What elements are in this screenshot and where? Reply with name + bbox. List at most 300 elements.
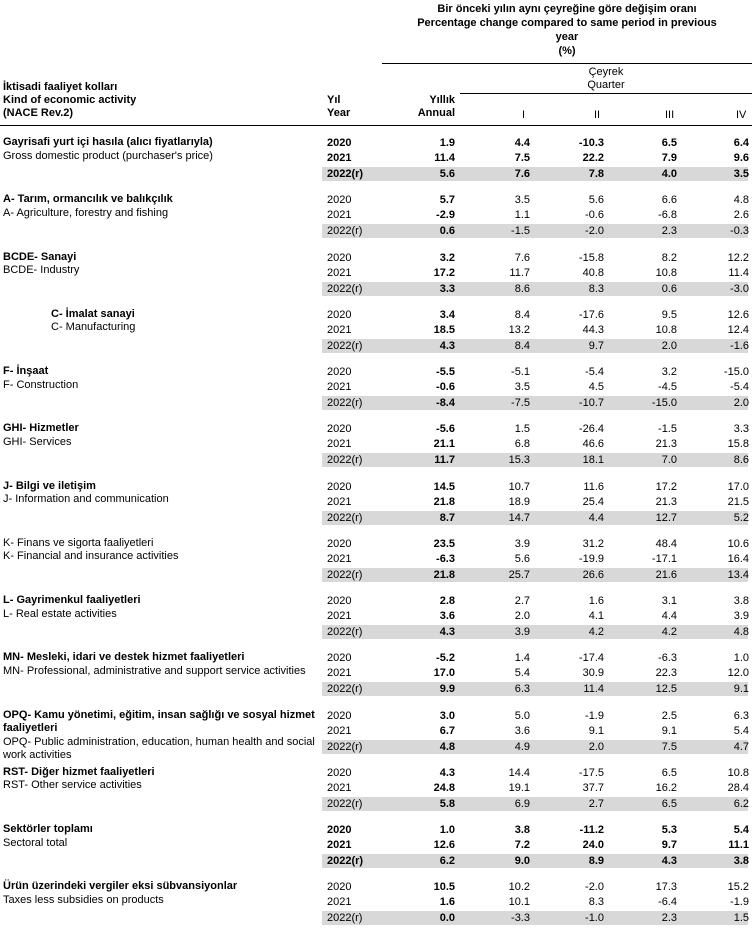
quarter-value-2: -2.0 — [585, 881, 604, 894]
year-cell: 2021 — [327, 724, 352, 737]
annual-value: 3.3 — [439, 282, 455, 295]
quarter-value-1: 3.6 — [514, 724, 530, 737]
quarter-value-3: 4.4 — [661, 610, 677, 622]
annual-value: -5.6 — [436, 423, 455, 436]
quarter-value-1: 3.5 — [514, 381, 530, 393]
quarter-value-2: 4.2 — [588, 626, 604, 638]
year-header-en: Year — [327, 107, 351, 119]
activity-name-en: Sectoral total — [3, 836, 68, 849]
quarter-value-4: 16.4 — [727, 552, 749, 565]
quarter-value-1: 9.0 — [514, 855, 530, 867]
year-cell: 2020 — [327, 652, 352, 665]
quarter-value-2: 8.9 — [588, 855, 604, 867]
table-row — [0, 339, 752, 353]
table-row — [0, 511, 752, 525]
annual-value: -0.6 — [436, 381, 455, 393]
quarter-value-3: 5.3 — [661, 824, 677, 836]
year-cell: 2022(r) — [327, 225, 363, 238]
annual-value: 3.6 — [439, 610, 455, 622]
activity-name-en: GHI- Services — [3, 435, 72, 448]
activity-name-en: MN- Professional, administrative and support service activities — [3, 664, 306, 677]
quarter-value-4: 5.4 — [733, 724, 749, 737]
activity-name-tr: L- Gayrimenkul faaliyetleri — [3, 594, 141, 606]
quarter-value-4: 2.0 — [733, 397, 749, 409]
table-row-group — [0, 651, 752, 708]
activity-header-nace: (NACE Rev.2) — [3, 107, 74, 119]
quarter-value-3: 4.3 — [661, 855, 677, 867]
year-cell: 2020 — [327, 194, 352, 207]
activity-name-tr: MN- Mesleki, idari ve destek hizmet faaliyetleri — [3, 651, 245, 664]
year-cell: 2021 — [327, 152, 352, 164]
year-cell: 2020 — [327, 824, 352, 836]
year-cell: 2022(r) — [327, 454, 363, 467]
quarter-value-1: 10.2 — [508, 881, 530, 894]
quarter-value-4: 12.0 — [727, 667, 749, 680]
activity-name-tr: Gayrisafi yurt içi hasıla (alıcı fiyatlarıyla) — [3, 136, 213, 148]
activity-label — [3, 651, 321, 678]
annual-value: 4.3 — [439, 626, 455, 638]
activity-name-tr: C- İmalat sanayi — [51, 307, 135, 320]
quarter-value-2: 40.8 — [582, 266, 604, 279]
quarter-value-1: 4.9 — [514, 740, 530, 753]
quarter-header-4: IV — [736, 109, 747, 121]
table-body — [0, 136, 752, 938]
year-cell: 2020 — [327, 766, 352, 779]
quarter-value-3: 6.5 — [661, 797, 677, 810]
quarter-value-1: 6.8 — [514, 438, 530, 451]
year-cell: 2020 — [327, 308, 352, 321]
year-cell: 2020 — [327, 480, 352, 493]
quarter-value-3: 17.2 — [655, 480, 677, 493]
quarter-value-3: 6.5 — [661, 766, 677, 779]
table-row-group — [0, 365, 752, 422]
year-cell: 2021 — [327, 209, 352, 222]
annual-value: -5.2 — [436, 652, 455, 665]
quarter-value-2: 2.7 — [588, 797, 604, 810]
quarter-value-3: 2.0 — [661, 339, 677, 352]
quarter-value-3: 2.5 — [661, 709, 677, 722]
table-title — [382, 2, 752, 58]
annual-value: -2.9 — [436, 209, 455, 222]
title-line: Bir önceki yılın aynı çeyreğine göre değişim oranı — [437, 3, 697, 15]
activity-name-tr: A- Tarım, ormancılık ve balıkçılık — [3, 193, 173, 206]
year-cell: 2020 — [327, 709, 352, 722]
annual-value: 24.8 — [433, 781, 455, 794]
quarter-value-1: 10.7 — [508, 480, 530, 493]
quarter-value-3: 0.6 — [661, 282, 677, 295]
activity-name-tr: BCDE- Sanayi — [3, 250, 77, 263]
quarter-value-4: 4.7 — [733, 740, 749, 753]
quarter-value-3: -6.8 — [658, 209, 677, 222]
quarter-value-4: 9.1 — [733, 683, 749, 696]
quarter-value-3: 21.3 — [655, 495, 677, 508]
year-cell: 2021 — [327, 266, 352, 279]
activity-header-tr: İktisadi faaliyet kolları — [3, 81, 118, 93]
annual-value: 4.8 — [439, 740, 455, 753]
quarter-value-1: 3.5 — [514, 194, 530, 207]
quarter-value-2: -1.0 — [585, 912, 604, 925]
annual-value: 18.5 — [433, 323, 455, 336]
year-column-header — [327, 94, 350, 120]
year-cell: 2020 — [327, 366, 352, 378]
quarter-value-2: 22.2 — [582, 152, 604, 164]
year-cell: 2021 — [327, 667, 352, 680]
quarter-value-3: -17.1 — [651, 552, 677, 565]
quarter-value-3: 12.5 — [655, 683, 677, 696]
quarter-value-3: 7.9 — [661, 152, 677, 164]
quarter-value-2: -2.0 — [585, 225, 604, 238]
annual-value: 3.2 — [439, 251, 455, 264]
annual-value: 10.5 — [433, 881, 455, 894]
quarter-value-4: 3.9 — [733, 610, 749, 622]
quarter-value-1: 2.7 — [514, 595, 530, 607]
table-row — [0, 854, 752, 868]
quarter-value-1: 8.4 — [514, 339, 530, 352]
quarter-value-3: -6.4 — [658, 896, 677, 909]
quarter-value-4: 13.4 — [727, 568, 749, 581]
annual-value: -5.5 — [436, 366, 455, 378]
quarter-value-1: 8.6 — [514, 282, 530, 295]
quarter-value-4: 9.6 — [733, 152, 749, 164]
quarter-value-4: 11.1 — [728, 839, 749, 851]
annual-value: 23.5 — [433, 537, 455, 550]
annual-value: 14.5 — [433, 480, 455, 493]
activity-name-tr: Ürün üzerindeki vergiler eksi sübvansiyonlar — [3, 880, 238, 893]
table-row-group — [0, 480, 752, 537]
annual-value: 4.3 — [439, 339, 455, 352]
annual-value: 21.1 — [433, 438, 455, 451]
activity-name-en: Taxes less subsidies on products — [3, 893, 164, 906]
activity-name-tr: J- Bilgi ve iletişim — [3, 479, 96, 492]
table-row — [0, 625, 752, 639]
quarter-value-2: 11.4 — [583, 683, 604, 696]
year-cell: 2022(r) — [327, 282, 363, 295]
annual-value: 21.8 — [433, 495, 455, 508]
quarter-value-3: -4.5 — [658, 381, 677, 393]
quarter-value-4: -1.9 — [730, 896, 749, 909]
annual-value: 11.7 — [434, 454, 455, 467]
quarter-value-2: -0.6 — [585, 209, 604, 222]
quarter-value-2: 1.6 — [588, 595, 604, 607]
quarter-value-1: -5.1 — [511, 366, 530, 378]
activity-name-en: J- Information and communication — [3, 493, 169, 505]
quarter-value-3: -1.5 — [658, 423, 677, 436]
activity-label — [3, 365, 321, 392]
quarter-value-3: 2.3 — [661, 225, 677, 238]
annual-column-header — [380, 94, 455, 120]
quarter-value-4: 10.8 — [727, 766, 749, 779]
quarter-value-2: -17.6 — [578, 308, 604, 321]
quarter-value-2: 26.6 — [582, 568, 604, 581]
quarter-value-1: 6.3 — [514, 683, 530, 696]
table-row — [0, 167, 752, 181]
annual-value: 0.6 — [439, 225, 455, 238]
year-cell: 2021 — [327, 381, 352, 393]
annual-value: 2.8 — [439, 595, 455, 607]
quarter-value-3: 7.0 — [661, 454, 677, 467]
quarter-divider — [460, 93, 752, 94]
quarter-value-4: 6.4 — [733, 137, 749, 149]
annual-value: -6.3 — [436, 552, 455, 565]
quarter-value-1: 19.1 — [508, 781, 530, 794]
quarter-value-4: 21.5 — [727, 495, 749, 508]
quarter-value-3: -15.0 — [651, 397, 677, 409]
activity-label — [3, 422, 321, 449]
quarter-value-1: 1.1 — [514, 209, 530, 222]
quarter-value-2: 31.2 — [582, 537, 604, 550]
quarter-value-3: 10.8 — [655, 323, 677, 336]
quarter-value-4: 1.0 — [733, 652, 749, 665]
quarter-value-1: 14.4 — [508, 766, 530, 779]
annual-value: 1.0 — [439, 824, 455, 836]
quarter-value-1: -3.3 — [511, 912, 530, 925]
activity-name-en: A- Agriculture, forestry and fishing — [3, 206, 169, 219]
quarter-value-2: 2.0 — [588, 740, 604, 753]
quarter-value-4: 3.8 — [733, 595, 749, 607]
year-cell: 2021 — [327, 495, 352, 508]
annual-value: 0.0 — [439, 912, 455, 925]
quarter-value-1: 3.9 — [514, 626, 530, 638]
quarter-value-4: 3.8 — [733, 855, 749, 867]
year-cell: 2021 — [327, 781, 352, 794]
quarter-value-2: -11.2 — [579, 824, 604, 836]
activity-label — [3, 308, 369, 335]
activity-name-tr: K- Finans ve sigorta faaliyetleri — [3, 536, 154, 549]
year-cell: 2022(r) — [327, 912, 363, 925]
annual-value: 3.4 — [439, 308, 455, 321]
year-cell: 2022(r) — [327, 797, 363, 810]
table-row — [0, 568, 752, 582]
quarter-value-2: 5.6 — [588, 194, 604, 207]
annual-header-tr: Yıllık — [429, 94, 455, 106]
quarter-value-4: -5.4 — [730, 381, 749, 393]
quarter-value-2: -17.4 — [578, 652, 604, 665]
quarter-value-1: 25.7 — [508, 568, 530, 581]
table-row-group — [0, 136, 752, 193]
quarter-value-4: 5.4 — [733, 824, 749, 836]
annual-value: 3.0 — [439, 709, 455, 722]
activity-label — [3, 136, 321, 163]
quarter-value-2: -19.9 — [578, 552, 604, 565]
year-cell: 2022(r) — [327, 339, 363, 352]
annual-value: 8.7 — [439, 511, 455, 524]
quarter-value-1: 5.0 — [514, 709, 530, 722]
quarter-value-3: 6.5 — [661, 137, 677, 149]
annual-value: 6.7 — [439, 724, 455, 737]
activity-header-en: Kind of economic activity — [3, 94, 137, 106]
year-cell: 2020 — [327, 537, 352, 550]
table-row-group — [0, 594, 752, 651]
quarter-value-4: 4.8 — [733, 626, 749, 638]
quarter-value-4: 5.2 — [733, 511, 749, 524]
quarter-value-2: 44.3 — [582, 323, 604, 336]
quarter-value-2: 4.1 — [588, 610, 604, 622]
quarter-value-2: -17.5 — [578, 766, 604, 779]
activity-column-header — [3, 81, 136, 120]
year-cell: 2021 — [327, 323, 352, 336]
quarter-value-3: -6.3 — [658, 652, 677, 665]
year-cell: 2020 — [327, 137, 352, 149]
quarter-value-4: 4.8 — [733, 194, 749, 207]
quarter-value-4: 12.4 — [727, 323, 749, 336]
quarter-value-1: 6.9 — [514, 797, 530, 810]
quarter-value-2: 8.3 — [588, 282, 604, 295]
year-cell: 2021 — [327, 610, 352, 622]
quarter-value-2: 37.7 — [582, 781, 604, 794]
title-line: Percentage change compared to same period in previous — [417, 17, 717, 29]
activity-name-tr: GHI- Hizmetler — [3, 422, 79, 435]
quarter-value-1: 7.6 — [514, 168, 530, 180]
quarter-value-3: 16.2 — [655, 781, 677, 794]
annual-value: 4.3 — [439, 766, 455, 779]
quarter-value-1: 5.6 — [514, 552, 530, 565]
annual-value: 5.7 — [439, 194, 455, 207]
quarter-value-4: 1.5 — [733, 912, 749, 925]
table-row-group — [0, 537, 752, 594]
quarter-value-4: 2.6 — [733, 209, 749, 222]
annual-value: 9.9 — [439, 683, 455, 696]
table-row-group — [0, 308, 752, 365]
activity-name-tr: F- İnşaat — [3, 365, 49, 377]
annual-value: -8.4 — [436, 397, 455, 409]
quarter-value-2: -5.4 — [585, 366, 604, 378]
quarter-value-1: 7.6 — [514, 251, 530, 264]
quarter-value-4: 15.8 — [727, 438, 749, 451]
activity-label — [3, 709, 321, 763]
quarter-value-3: 9.7 — [661, 839, 677, 851]
activity-name-en: RST- Other service activities — [3, 779, 142, 792]
activity-name-en: BCDE- Industry — [3, 264, 80, 276]
activity-label — [3, 251, 321, 278]
quarter-value-3: 48.4 — [655, 537, 677, 550]
quarter-value-2: 9.7 — [588, 339, 604, 352]
quarter-value-4: -15.0 — [723, 366, 749, 378]
year-cell: 2022(r) — [327, 168, 364, 180]
activity-label — [3, 880, 321, 907]
activity-label — [3, 193, 321, 220]
table-row-group — [0, 422, 752, 479]
activity-label — [3, 537, 321, 564]
quarter-value-4: 8.6 — [733, 454, 749, 467]
quarter-value-3: 22.3 — [655, 667, 677, 680]
quarter-header-1: I — [522, 109, 526, 121]
table-row-group — [0, 823, 752, 880]
table-row — [0, 911, 752, 925]
quarter-value-3: 3.1 — [661, 595, 677, 607]
activity-name-tr: OPQ- Kamu yönetimi, eğitim, insan sağlığı ve sosyal hizmet faaliyetleri — [3, 708, 315, 734]
year-cell: 2022(r) — [327, 683, 363, 696]
quarter-value-1: 14.7 — [508, 511, 530, 524]
quarter-value-1: 3.9 — [514, 537, 530, 550]
table-row-group — [0, 193, 752, 250]
year-cell: 2020 — [327, 251, 352, 264]
year-header-tr: Yıl — [327, 94, 341, 106]
annual-value: 17.0 — [433, 667, 455, 680]
quarter-value-1: 2.0 — [514, 610, 530, 622]
activity-label — [3, 766, 321, 793]
year-cell: 2022(r) — [327, 740, 363, 753]
quarter-value-3: 8.2 — [661, 251, 677, 264]
annual-value: 5.6 — [439, 168, 455, 180]
activity-label — [3, 480, 321, 507]
annual-value: 1.9 — [439, 137, 455, 149]
annual-value: 1.6 — [439, 896, 455, 909]
quarter-value-2: 4.4 — [588, 511, 604, 524]
quarter-value-4: -1.6 — [730, 339, 749, 352]
year-cell: 2021 — [327, 896, 352, 909]
quarter-value-4: 12.6 — [727, 308, 749, 321]
quarter-value-1: 11.7 — [509, 266, 530, 279]
quarter-value-2: -1.9 — [585, 709, 604, 722]
quarter-value-3: 10.8 — [655, 266, 677, 279]
quarter-value-2: 24.0 — [582, 839, 604, 851]
year-cell: 2020 — [327, 881, 352, 894]
quarter-value-4: 6.2 — [733, 797, 749, 810]
title-line: year — [555, 31, 579, 43]
quarter-value-4: 11.4 — [728, 266, 749, 279]
year-cell: 2022(r) — [327, 855, 364, 867]
quarter-value-4: 12.2 — [727, 251, 749, 264]
activity-name-en: OPQ- Public administration, education, human health and social work activities — [3, 735, 315, 761]
header-divider — [382, 63, 752, 64]
quarter-value-1: 8.4 — [514, 308, 530, 321]
activity-name-en: Gross domestic product (purchaser's price) — [3, 149, 213, 162]
quarter-group-label — [460, 66, 752, 92]
year-cell: 2022(r) — [327, 397, 363, 409]
quarter-value-1: 3.8 — [514, 824, 530, 836]
table-row — [0, 224, 752, 238]
quarter-value-2: 25.4 — [582, 495, 604, 508]
quarter-value-4: 3.3 — [733, 423, 749, 436]
annual-header-en: Annual — [417, 107, 455, 119]
activity-name-en: K- Financial and insurance activities — [3, 550, 179, 563]
quarter-value-4: 6.3 — [733, 709, 749, 722]
year-cell: 2021 — [327, 438, 352, 451]
quarter-value-3: 6.6 — [661, 194, 677, 207]
year-cell: 2022(r) — [327, 568, 363, 581]
activity-name-en: L- Real estate activities — [3, 607, 117, 620]
annual-value: 17.2 — [433, 266, 455, 279]
table-row — [0, 282, 752, 296]
table-row — [0, 797, 752, 811]
quarter-value-4: 3.5 — [733, 168, 749, 180]
quarter-value-3: 2.3 — [661, 912, 677, 925]
quarter-value-3: 4.2 — [661, 626, 677, 638]
quarter-value-2: 4.5 — [588, 381, 604, 393]
quarter-value-1: 10.1 — [508, 896, 530, 909]
quarter-value-4: 17.0 — [727, 480, 749, 493]
quarter-value-3: 12.7 — [655, 511, 677, 524]
quarter-value-1: 4.4 — [514, 137, 530, 149]
quarter-value-1: 18.9 — [508, 495, 530, 508]
annual-value: 6.2 — [439, 855, 455, 867]
activity-name-en: C- Manufacturing — [51, 321, 136, 334]
quarter-value-2: -15.8 — [578, 251, 604, 264]
quarter-value-1: 5.4 — [514, 667, 530, 680]
quarter-value-1: -1.5 — [511, 225, 530, 238]
activity-name-en: F- Construction — [3, 378, 79, 391]
quarter-value-3: 3.2 — [661, 366, 677, 378]
activity-name-tr: RST- Diğer hizmet faaliyetleri — [3, 765, 155, 778]
quarter-label-en: Quarter — [587, 79, 625, 91]
quarter-header-3: III — [665, 109, 675, 121]
table-row-group — [0, 766, 752, 823]
year-cell: 2022(r) — [327, 626, 363, 638]
activity-name-tr: Sektörler toplamı — [3, 823, 93, 835]
quarter-value-2: 30.9 — [582, 667, 604, 680]
quarter-value-4: 15.2 — [727, 881, 749, 894]
table-row — [0, 453, 752, 467]
